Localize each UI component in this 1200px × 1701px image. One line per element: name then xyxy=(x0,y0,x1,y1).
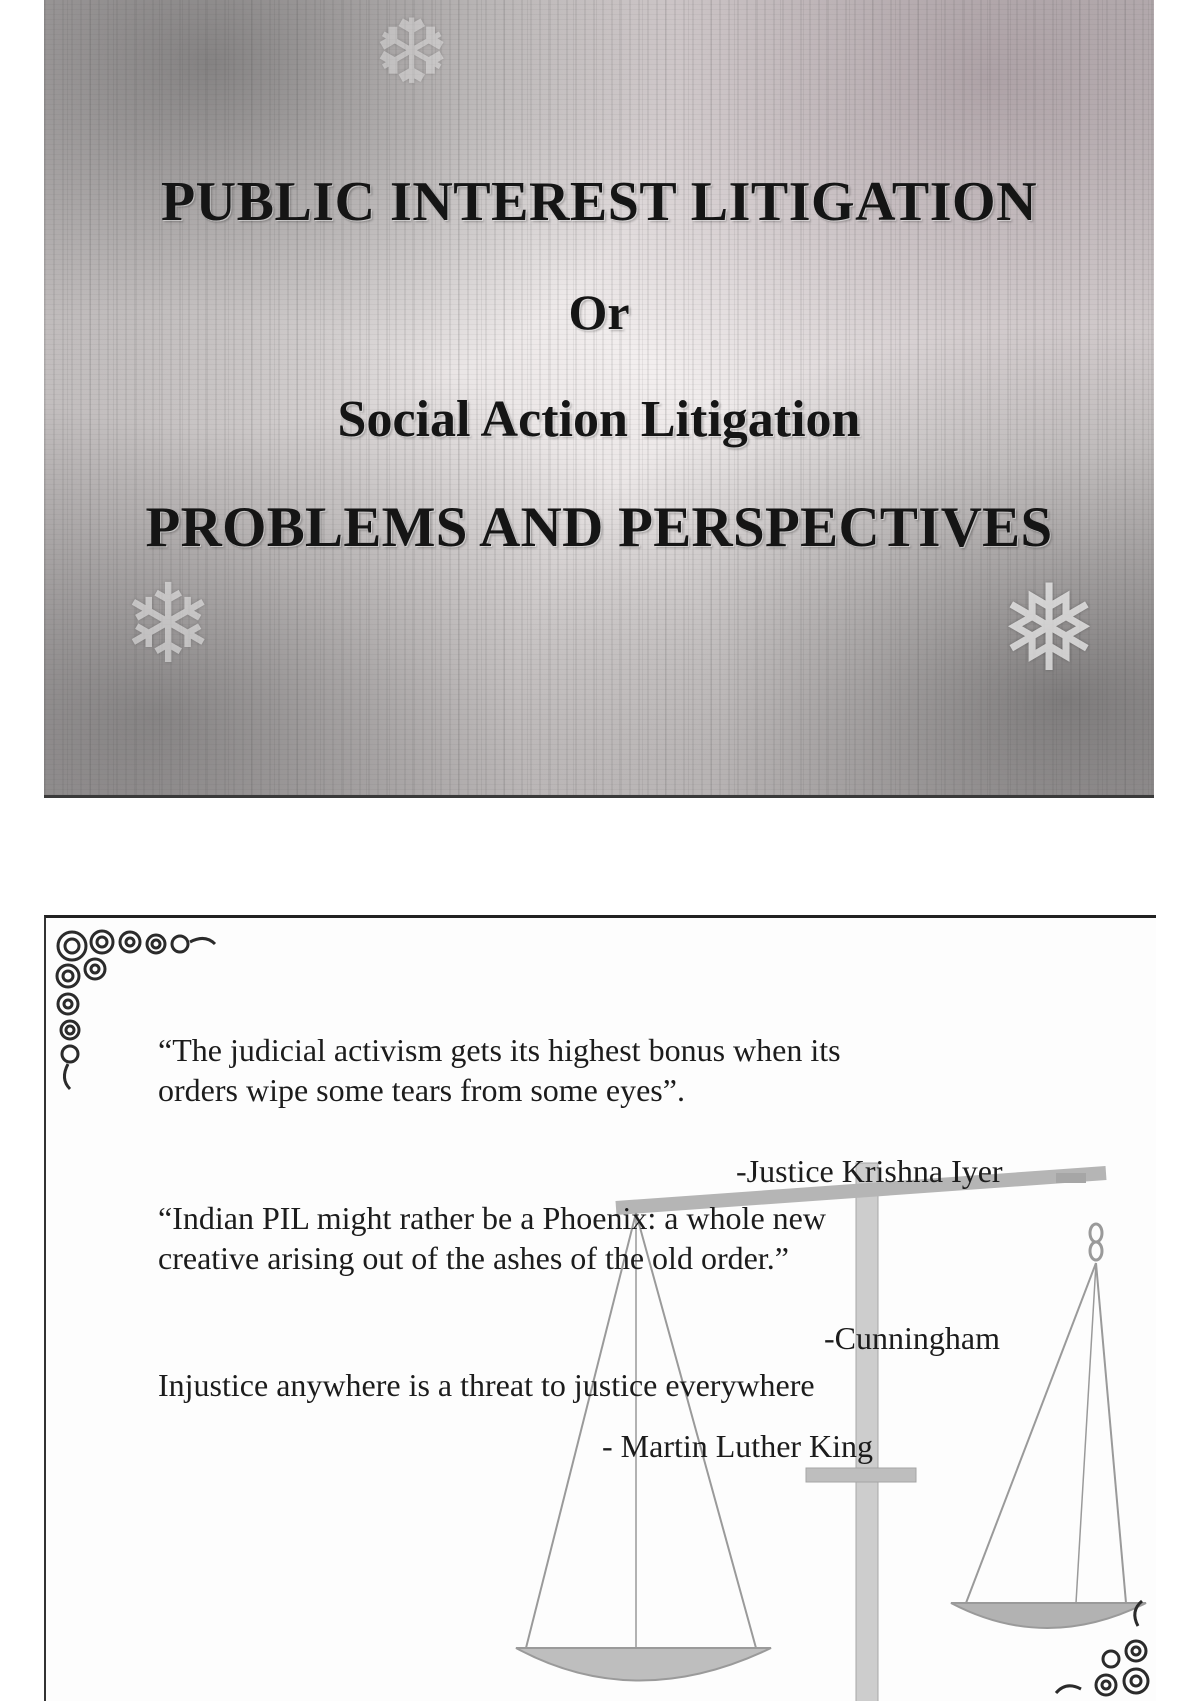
quote-line: Injustice anywhere is a threat to justice everywhere xyxy=(158,1367,815,1403)
quote-line: orders wipe some tears from some eyes”. xyxy=(158,1072,685,1108)
title-slide xyxy=(44,0,1154,798)
slide-heading: PROBLEMS AND PERSPECTIVES xyxy=(145,496,1053,559)
quote-text xyxy=(158,1198,826,1278)
ornamental-corner-icon xyxy=(1026,1581,1156,1701)
quote-line: “Indian PIL might rather be a Phoenix: a whole new xyxy=(158,1200,826,1236)
slide-title: PUBLIC INTEREST LITIGATION xyxy=(160,171,1038,233)
quote-line: “The judicial activism gets its highest bonus when its xyxy=(158,1032,841,1068)
quote-author: - Martin Luther King xyxy=(602,1428,874,1464)
quote-text xyxy=(158,1365,815,1405)
quote-author: -Cunningham xyxy=(824,1320,1000,1356)
snowflake-ornament-icon: ❅ xyxy=(999,560,1100,699)
slide-subtitle: Social Action Litigation xyxy=(337,391,861,448)
quote-author: -Justice Krishna Iyer xyxy=(736,1153,1003,1189)
slide-title-conjunction: Or xyxy=(568,284,630,340)
snowflake-ornament-icon: ❄ xyxy=(122,560,215,688)
quotes-slide xyxy=(44,915,1156,1701)
quote-text xyxy=(158,1030,841,1110)
quote-line: creative arising out of the ashes of the old order.” xyxy=(158,1240,789,1276)
snowflake-ornament-icon: ❆ xyxy=(374,0,450,105)
